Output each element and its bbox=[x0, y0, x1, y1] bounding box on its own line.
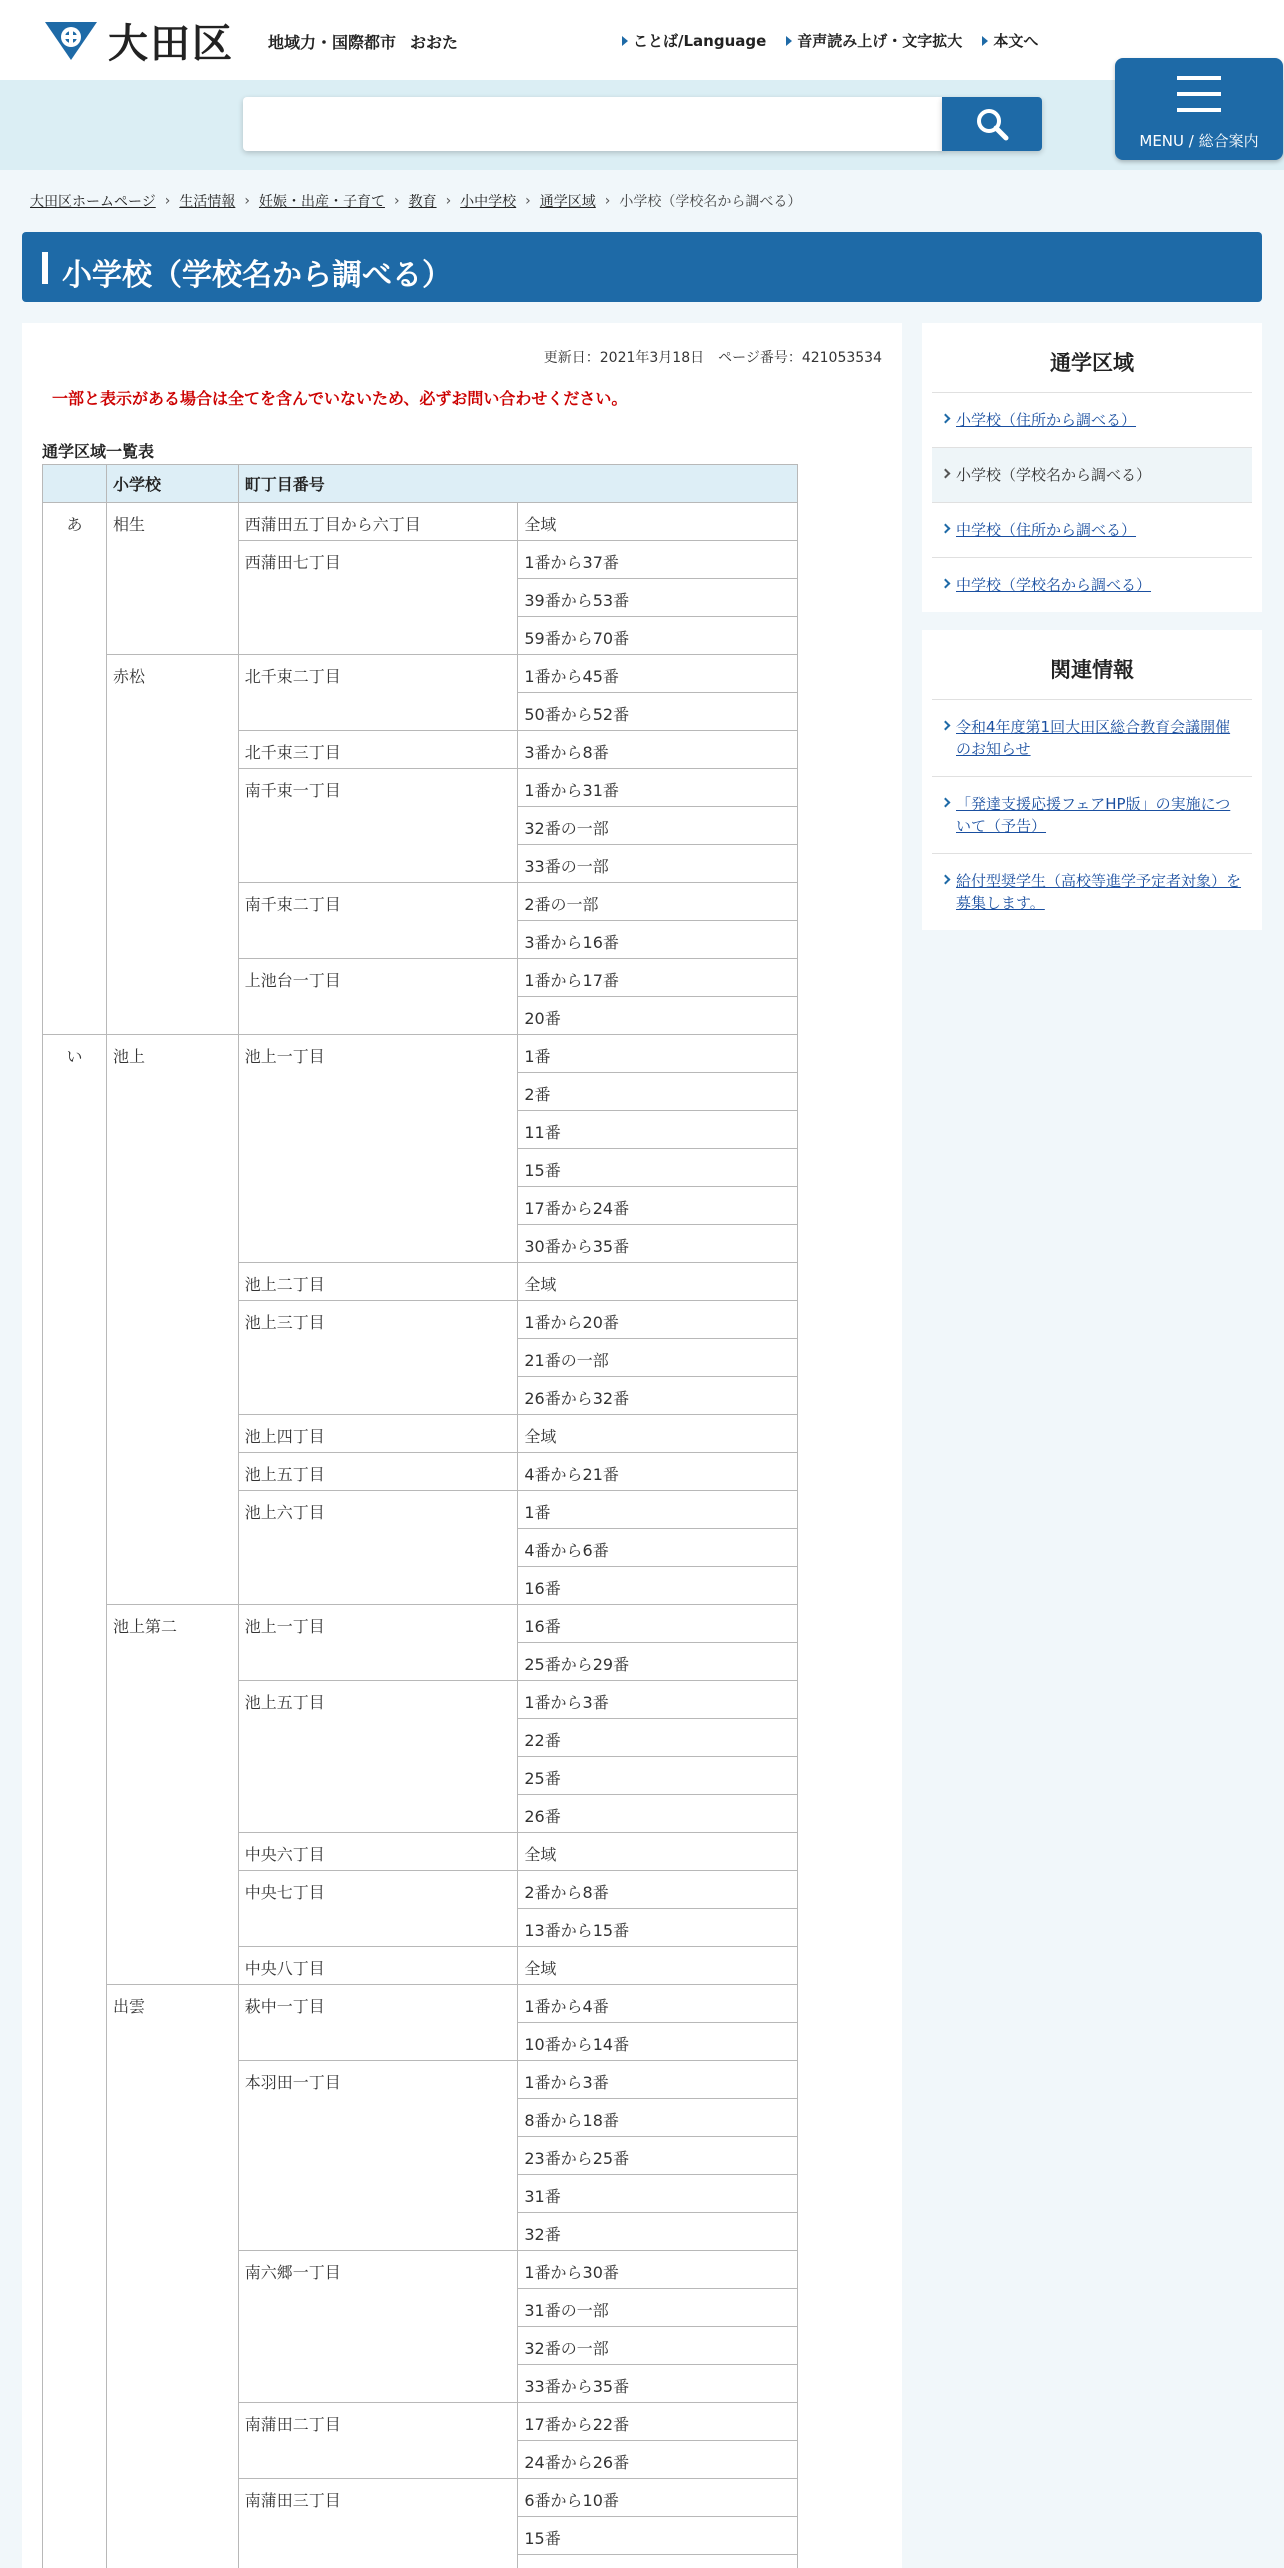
tagline-part: おおた bbox=[410, 33, 459, 52]
main-content bbox=[22, 323, 902, 2568]
number-cell: 32番 bbox=[518, 2213, 798, 2251]
number-cell: 1番 bbox=[518, 1491, 798, 1529]
number-cell: 11番 bbox=[518, 1111, 798, 1149]
breadcrumb-link[interactable]: 生活情報 bbox=[179, 194, 236, 210]
search-band bbox=[0, 80, 1284, 170]
chevron-right-icon: › bbox=[604, 193, 611, 209]
sidebar-link[interactable]: 小学校（住所から調べる） bbox=[956, 411, 1137, 429]
site-logo[interactable] bbox=[42, 18, 234, 67]
number-cell: 25番から29番 bbox=[518, 1643, 798, 1681]
table-body bbox=[43, 503, 798, 2568]
town-cell: 池上三丁目 bbox=[238, 1301, 518, 1415]
breadcrumb-link[interactable]: 大田区ホームページ bbox=[30, 194, 156, 210]
util-link-label: ことば/Language bbox=[633, 32, 767, 50]
number-cell: 39番から53番 bbox=[518, 579, 798, 617]
kana-cell: い bbox=[43, 1035, 107, 2568]
number-cell: 全域 bbox=[518, 1263, 798, 1301]
number-cell: 20番 bbox=[518, 997, 798, 1035]
number-cell: 2番 bbox=[518, 1073, 798, 1111]
number-cell: 4番から21番 bbox=[518, 1453, 798, 1491]
number-cell: 31番 bbox=[518, 2175, 798, 2213]
number-cell: 23番から25番 bbox=[518, 2137, 798, 2175]
table-caption: 通学区域一覧表 bbox=[42, 442, 155, 461]
town-cell: 北千束二丁目 bbox=[238, 655, 518, 731]
number-cell bbox=[518, 2555, 798, 2568]
util-link-label: 本文へ bbox=[993, 32, 1039, 50]
number-cell: 1番から31番 bbox=[518, 769, 798, 807]
town-cell: 西蒲田七丁目 bbox=[238, 541, 518, 655]
number-cell: 6番から10番 bbox=[518, 2479, 798, 2517]
breadcrumb bbox=[30, 191, 801, 211]
town-cell: 萩中一丁目 bbox=[238, 1985, 518, 2061]
related-link[interactable]: 令和4年度第1回大田区総合教育会議開催のお知らせ bbox=[956, 718, 1231, 758]
number-cell: 2番の一部 bbox=[518, 883, 798, 921]
table-row bbox=[43, 1985, 798, 2023]
sidebar-link[interactable]: 中学校（学校名から調べる） bbox=[956, 576, 1152, 594]
number-cell: 17番から22番 bbox=[518, 2403, 798, 2441]
sidebar-item-junior-high-address[interactable] bbox=[932, 503, 1252, 558]
language-link[interactable] bbox=[622, 30, 766, 51]
chevron-right-icon: › bbox=[445, 193, 452, 209]
town-cell: 中央六丁目 bbox=[238, 1833, 518, 1871]
town-cell: 中央八丁目 bbox=[238, 1947, 518, 1985]
logo-text: 大田区 bbox=[108, 20, 234, 67]
util-link-label: 音声読み上げ・文字拡大 bbox=[797, 32, 963, 50]
number-cell: 25番 bbox=[518, 1757, 798, 1795]
chevron-right-icon bbox=[941, 414, 951, 424]
chevron-right-icon bbox=[941, 579, 951, 589]
chevron-right-icon: › bbox=[525, 193, 531, 209]
number-cell: 全域 bbox=[518, 1415, 798, 1453]
related-item[interactable] bbox=[932, 700, 1252, 777]
number-cell: 13番から15番 bbox=[518, 1909, 798, 1947]
number-cell: 全域 bbox=[518, 503, 798, 541]
town-cell: 北千束三丁目 bbox=[238, 731, 518, 769]
search-input[interactable] bbox=[243, 97, 943, 151]
notice-text: 一部と表示がある場合は全てを含んでいないため、必ずお問い合わせください。 bbox=[52, 389, 628, 408]
town-cell: 池上六丁目 bbox=[238, 1491, 518, 1605]
page-title: 小学校（学校名から調べる） bbox=[62, 258, 452, 293]
sidebar-title: 関連情報 bbox=[932, 630, 1252, 700]
related-link[interactable]: 給付型奨学生（高校等進学予定者対象）を募集します。 bbox=[956, 872, 1242, 912]
district-table bbox=[42, 464, 798, 2568]
sidebar-item-elementary-school-name[interactable] bbox=[932, 448, 1252, 503]
number-cell: 1番から20番 bbox=[518, 1301, 798, 1339]
header-cell bbox=[43, 465, 107, 503]
tagline-part: 地域力・国際都市 bbox=[268, 33, 397, 52]
arrow-right-icon bbox=[622, 36, 628, 46]
sidebar-link-current: 小学校（学校名から調べる） bbox=[956, 466, 1152, 484]
title-accent bbox=[42, 252, 48, 284]
number-cell: 59番から70番 bbox=[518, 617, 798, 655]
town-cell: 南千束一丁目 bbox=[238, 769, 518, 883]
search-button[interactable] bbox=[942, 97, 1042, 151]
number-cell: 24番から26番 bbox=[518, 2441, 798, 2479]
number-cell: 16番 bbox=[518, 1605, 798, 1643]
header-cell: 町丁目番号 bbox=[238, 465, 797, 503]
page-title-bar bbox=[22, 232, 1262, 302]
town-cell: 南千束二丁目 bbox=[238, 883, 518, 959]
number-cell: 全域 bbox=[518, 1833, 798, 1871]
header-cell: 小学校 bbox=[106, 465, 238, 503]
school-cell: 出雲 bbox=[106, 1985, 238, 2568]
skip-to-content-link[interactable] bbox=[982, 30, 1038, 51]
chevron-right-icon bbox=[941, 798, 951, 808]
number-cell: 1番から3番 bbox=[518, 1681, 798, 1719]
number-cell: 1番から4番 bbox=[518, 1985, 798, 2023]
kana-cell: あ bbox=[43, 503, 107, 1035]
town-cell: 南蒲田三丁目 bbox=[238, 2479, 518, 2568]
school-cell: 池上 bbox=[106, 1035, 238, 1605]
breadcrumb-link[interactable]: 小中学校 bbox=[460, 194, 517, 210]
school-cell: 池上第二 bbox=[106, 1605, 238, 1985]
site-header bbox=[0, 0, 1284, 80]
number-cell: 32番の一部 bbox=[518, 807, 798, 845]
number-cell: 22番 bbox=[518, 1719, 798, 1757]
number-cell: 1番から3番 bbox=[518, 2061, 798, 2099]
table-row bbox=[43, 655, 798, 693]
table-row bbox=[43, 1605, 798, 1643]
town-cell: 池上一丁目 bbox=[238, 1035, 518, 1263]
sidebar-title: 通学区域 bbox=[932, 323, 1252, 393]
number-cell: 2番から8番 bbox=[518, 1871, 798, 1909]
sidebar-district-nav bbox=[922, 323, 1262, 612]
town-cell: 本羽田一丁目 bbox=[238, 2061, 518, 2251]
breadcrumb-link[interactable]: 教育 bbox=[408, 194, 437, 210]
chevron-right-icon bbox=[941, 721, 951, 731]
search-icon bbox=[974, 106, 1010, 142]
town-cell: 池上五丁目 bbox=[238, 1681, 518, 1833]
number-cell: 26番 bbox=[518, 1795, 798, 1833]
town-cell: 西蒲田五丁目から六丁目 bbox=[238, 503, 518, 541]
sidebar-link[interactable]: 中学校（住所から調べる） bbox=[956, 521, 1137, 539]
number-cell: 15番 bbox=[518, 1149, 798, 1187]
number-cell: 50番から52番 bbox=[518, 693, 798, 731]
number-cell: 33番から35番 bbox=[518, 2365, 798, 2403]
number-cell: 17番から24番 bbox=[518, 1187, 798, 1225]
school-cell: 赤松 bbox=[106, 655, 238, 1035]
arrow-right-icon bbox=[786, 36, 792, 46]
town-cell: 南蒲田二丁目 bbox=[238, 2403, 518, 2479]
related-item[interactable] bbox=[932, 854, 1252, 930]
chevron-right-icon: › bbox=[244, 193, 250, 209]
menu-button[interactable] bbox=[1115, 58, 1283, 160]
chevron-right-icon: › bbox=[164, 193, 171, 209]
number-cell: 3番から8番 bbox=[518, 731, 798, 769]
number-cell: 10番から14番 bbox=[518, 2023, 798, 2061]
accessibility-link[interactable] bbox=[786, 30, 962, 51]
breadcrumb-link[interactable]: 通学区域 bbox=[539, 194, 596, 210]
related-item[interactable] bbox=[932, 777, 1252, 854]
number-cell: 21番の一部 bbox=[518, 1339, 798, 1377]
ota-emblem-icon bbox=[42, 18, 100, 62]
chevron-right-icon: › bbox=[393, 193, 400, 209]
sidebar-related-info bbox=[922, 630, 1262, 930]
chevron-right-icon bbox=[941, 469, 951, 479]
arrow-right-icon bbox=[982, 36, 988, 46]
page-meta: 更新日：2021年3月18日 ページ番号：421053534 bbox=[543, 350, 882, 366]
related-link[interactable]: 「発達支援応援フェアHP版」の実施について（予告） bbox=[956, 795, 1231, 835]
town-cell: 中央七丁目 bbox=[238, 1871, 518, 1947]
school-cell: 相生 bbox=[106, 503, 238, 655]
sidebar-item-elementary-address[interactable] bbox=[932, 393, 1252, 448]
number-cell: 33番の一部 bbox=[518, 845, 798, 883]
utility-links bbox=[622, 30, 1058, 51]
number-cell: 1番から37番 bbox=[518, 541, 798, 579]
number-cell: 3番から16番 bbox=[518, 921, 798, 959]
number-cell: 1番から45番 bbox=[518, 655, 798, 693]
number-cell: 1番 bbox=[518, 1035, 798, 1073]
number-cell: 8番から18番 bbox=[518, 2099, 798, 2137]
number-cell: 26番から32番 bbox=[518, 1377, 798, 1415]
town-cell: 池上一丁目 bbox=[238, 1605, 518, 1681]
town-cell: 上池台一丁目 bbox=[238, 959, 518, 1035]
sidebar-item-junior-high-school-name[interactable] bbox=[932, 558, 1252, 612]
number-cell: 32番の一部 bbox=[518, 2327, 798, 2365]
hamburger-icon bbox=[1177, 76, 1221, 124]
town-cell: 池上四丁目 bbox=[238, 1415, 518, 1453]
number-cell: 全域 bbox=[518, 1947, 798, 1985]
number-cell: 1番から17番 bbox=[518, 959, 798, 997]
menu-label: MENU / 総合案内 bbox=[1139, 132, 1259, 150]
chevron-right-icon bbox=[941, 524, 951, 534]
town-cell: 池上五丁目 bbox=[238, 1453, 518, 1491]
number-cell: 15番 bbox=[518, 2517, 798, 2555]
town-cell: 池上二丁目 bbox=[238, 1263, 518, 1301]
number-cell: 31番の一部 bbox=[518, 2289, 798, 2327]
number-cell: 16番 bbox=[518, 1567, 798, 1605]
table-header-row bbox=[43, 465, 798, 503]
table-row bbox=[43, 1035, 798, 1073]
number-cell: 1番から30番 bbox=[518, 2251, 798, 2289]
town-cell: 南六郷一丁目 bbox=[238, 2251, 518, 2403]
table-row bbox=[43, 503, 798, 541]
tagline bbox=[268, 30, 472, 53]
number-cell: 4番から6番 bbox=[518, 1529, 798, 1567]
breadcrumb-link[interactable]: 妊娠・出産・子育て bbox=[258, 194, 385, 210]
number-cell: 30番から35番 bbox=[518, 1225, 798, 1263]
chevron-right-icon bbox=[941, 875, 951, 885]
breadcrumb-current: 小学校（学校名から調べる） bbox=[619, 194, 802, 210]
